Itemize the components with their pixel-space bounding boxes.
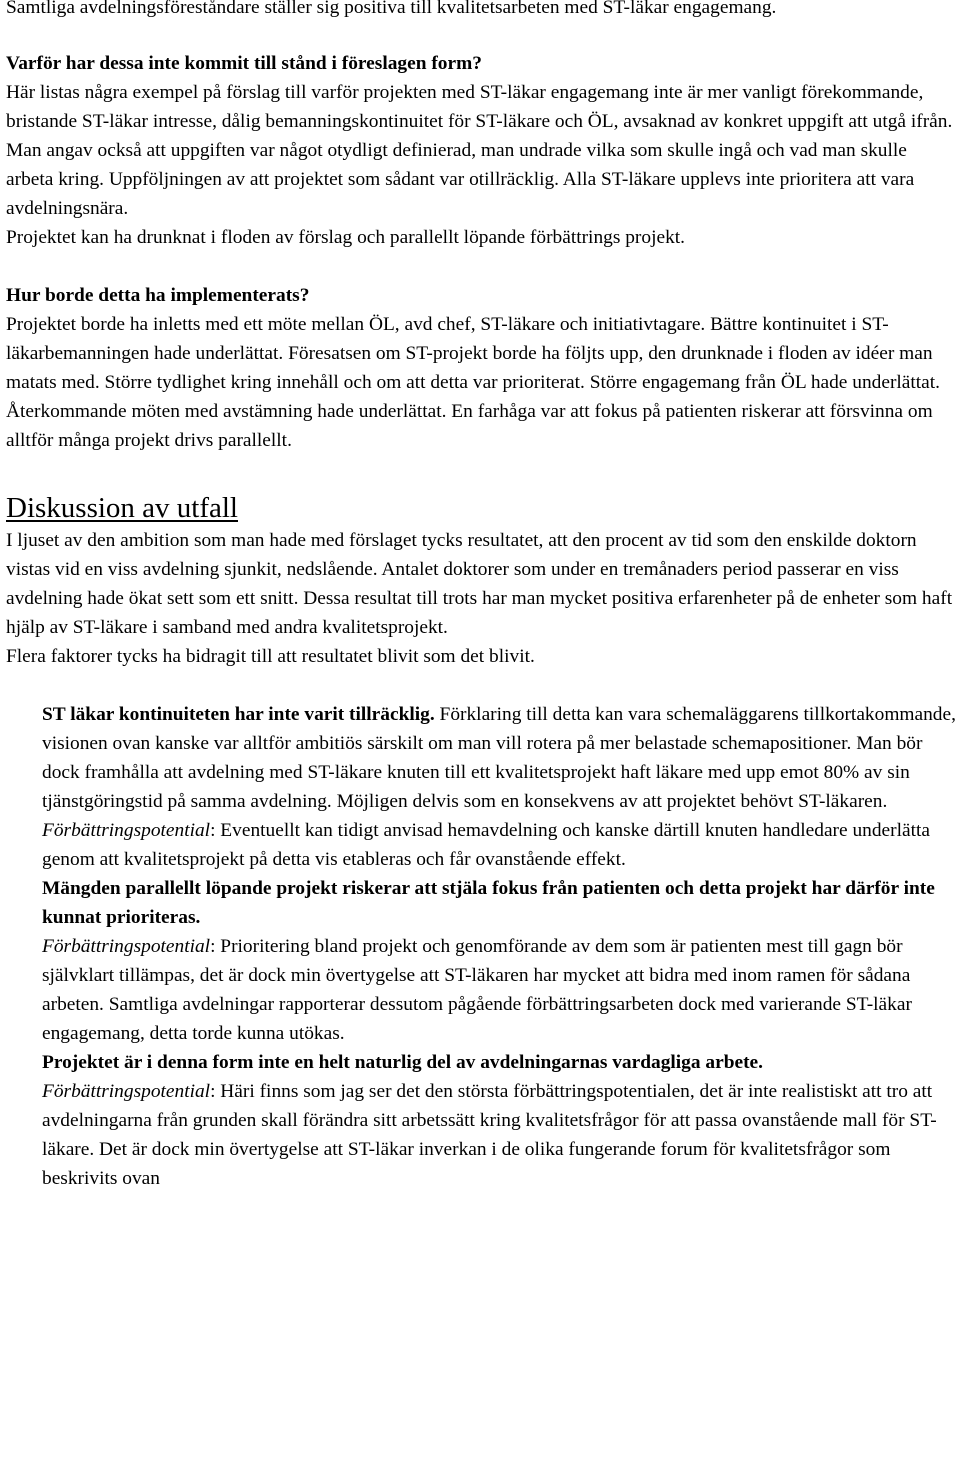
why-paragraph: Här listas några exempel på förslag till varför projekten med ST-läkar engagemang inte är mer vanligt förekommande, bristande ST-läkar intresse, dålig bemanningskontinuitet för ST-läkare och ÖL, avsaknad av konkret uppgift att utgå ifrån. Man angav också att uppgiften var något otydligt definierad, man undrade vilka som skulle ingå och vad man skulle arbeta kring. Uppföljningen av att projektet som sådant var otillräcklig. Alla ST-läkare upplevs inte prioritera att vara avdelningsnära. — [6, 82, 953, 219]
factor-2 — [42, 874, 958, 932]
factor-2-potential-label: Förbättringspotential — [42, 936, 211, 957]
intro-paragraph: Samtliga avdelningsföreståndare ställer sig positiva till kvalitetsarbeten med ST-läkar engagemang. — [6, 0, 777, 18]
factors-list — [42, 700, 958, 1193]
why-heading: Varför har dessa inte kommit till stånd i föreslagen form? — [6, 53, 482, 74]
factor-2-potential — [42, 932, 958, 1048]
factor-3-potential-label: Förbättringspotential — [42, 1081, 211, 1102]
factor-1-text: Förklaring till detta kan vara schemaläggarens tillkortakommande, visionen ovan kanske var alltför ambitiös särskilt om man vill rotera på mer belastade schemapositioner. Man bör dock framhålla att avdelning med ST-läkare knuten till ett kvalitetsprojekt haft läkare med upp emot 80% av sin tjänstgöringstid på samma avdelning. Möjligen delvis som en konsekvens av att projektet behövt ST-läkaren. — [42, 704, 956, 812]
factor-1-heading: ST läkar kontinuiteten har inte varit tillräcklig. — [42, 704, 435, 725]
discussion-title: Diskussion av utfall — [6, 492, 238, 524]
factor-3-heading: Projektet är i denna form inte en helt naturlig del av avdelningarnas vardagliga arbete. — [42, 1052, 764, 1073]
factor-3-potential-text: : Häri finns som jag ser det den största förbättringspotentialen, det är inte realistiskt att tro att avdelningarna från grunden skall förändra sitt arbetssätt kring kvalitetsfrågor för att passa ovanstående mall för ST-läkare. Det är dock min övertygelse att ST-läkar inverkan i de olika fungerande forum för kvalitetsfrågor som beskrivits ovan — [42, 1081, 937, 1189]
factor-1-potential-text: : Eventuellt kan tidigt anvisad hemavdelning och kanske därtill knuten handledare underlätta genom att kvalitetsprojekt på detta vis etableras och får ovanstående effekt. — [42, 820, 930, 870]
factor-1-potential — [42, 816, 958, 874]
factor-3 — [42, 1048, 958, 1077]
factor-1-potential-label: Förbättringspotential — [42, 820, 211, 841]
factor-1 — [42, 700, 958, 816]
discussion-paragraph-2: Flera faktorer tycks ha bidragit till att resultatet blivit som det blivit. — [6, 646, 535, 667]
factor-3-potential — [42, 1077, 958, 1193]
factor-2-heading: Mängden parallellt löpande projekt riskerar att stjäla fokus från patienten och detta projekt har därför inte kunnat prioriteras. — [42, 878, 935, 928]
discussion-paragraph-1: I ljuset av den ambition som man hade med förslaget tycks resultatet, att den procent av tid som den enskilde doktorn vistas vid en viss avdelning sjunkit, nedslående. Antalet doktorer som under en tremånaders period passerar en viss avdelning hade ökat sett som ett snitt. Dessa resultat till trots har man mycket positiva erfarenheter på de enheter som haft hjälp av ST-läkare i samband med andra kvalitetsprojekt. — [6, 530, 953, 638]
how-heading: Hur borde detta ha implementerats? — [6, 285, 310, 306]
why-paragraph-2: Projektet kan ha drunknat i floden av förslag och parallellt löpande förbättrings projekt. — [6, 227, 686, 248]
factor-2-potential-text: : Prioritering bland projekt och genomförande av dem som är patienten mest till gagn bör självklart tillämpas, det är dock min övertygelse att ST-läkaren har mycket att bidra med inom ramen för sådana arbeten. Samtliga avdelningar rapporterar dessutom pågående förbättringsarbeten dock med varierande ST-läkar engagemang, detta torde kunna utökas. — [42, 936, 912, 1044]
how-paragraph: Projektet borde ha inletts med ett möte mellan ÖL, avd chef, ST-läkare och initiativtagare. Bättre kontinuitet i ST-läkarbemanningen hade underlättat. Föresatsen om ST-projekt borde ha följts upp, den drunknade i floden av idéer man matats med. Större tydlighet kring innehåll och om att detta var prioriterat. Större engagemang från ÖL hade underlättat. Återkommande möten med avstämning hade underlättat. En farhåga var att fokus på patienten riskerar att försvinna om alltför många projekt drivs parallellt. — [6, 314, 941, 451]
